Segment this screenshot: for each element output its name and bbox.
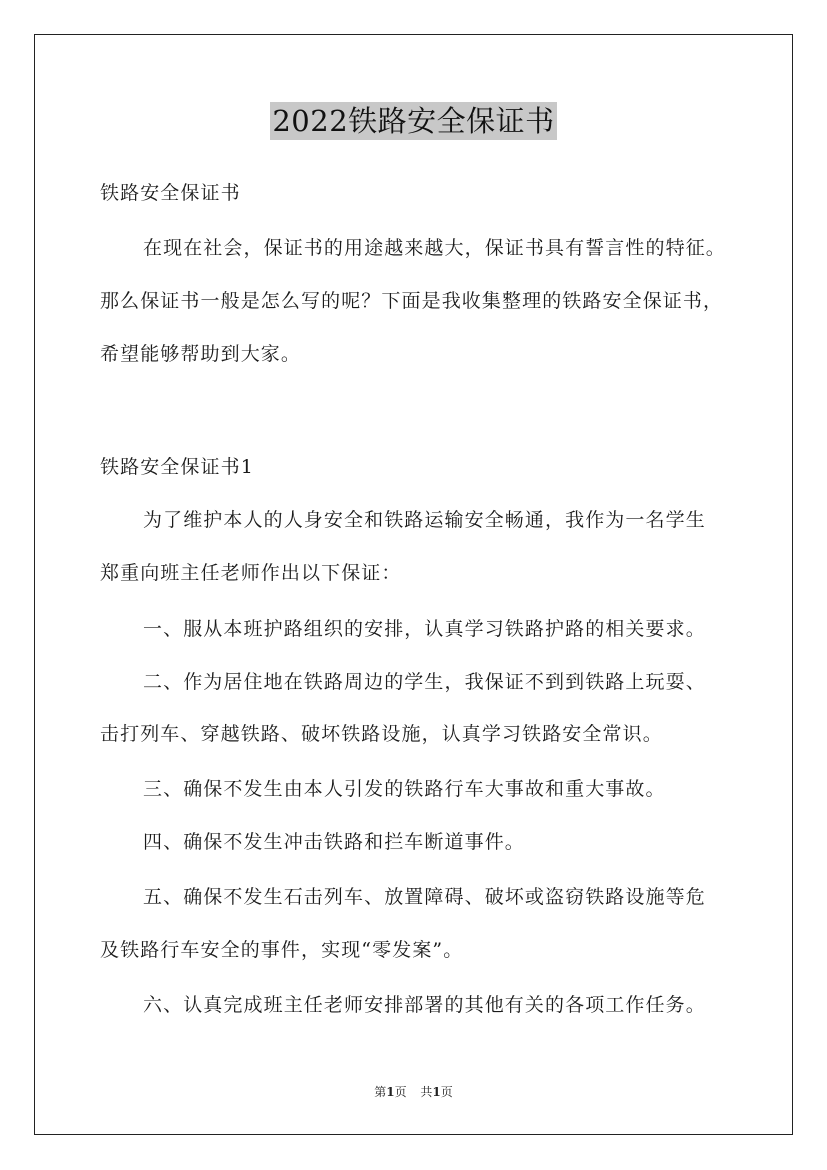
total-suffix: 页	[440, 1085, 453, 1099]
body-line-2: 郑重向班主任老师作出以下保证：	[100, 562, 402, 584]
body-line-7: 四、确保不发生冲击铁路和拦车断道事件。	[143, 831, 525, 853]
page-footer	[0, 1084, 827, 1100]
section-heading: 铁路安全保证书1	[100, 456, 254, 478]
total-prefix: 共	[420, 1085, 433, 1099]
intro-line-3: 希望能够帮助到大家。	[100, 343, 302, 365]
body-line-8: 五、确保不发生石击列车、放置障碍、破坏或盗窃铁路设施等危	[143, 886, 706, 908]
total-indicator	[420, 1085, 452, 1099]
document-subtitle: 铁路安全保证书	[100, 182, 241, 204]
body-line-5: 击打列车、穿越铁路、破坏铁路设施，认真学习铁路安全常识。	[100, 723, 663, 745]
document-title: 2022铁路安全保证书	[272, 104, 555, 138]
page-number: 1	[386, 1085, 395, 1099]
total-number: 1	[432, 1085, 441, 1099]
body-line-4: 二、作为居住地在铁路周边的学生，我保证不到到铁路上玩耍、	[143, 671, 706, 693]
body-line-10: 六、认真完成班主任老师安排部署的其他有关的各项工作任务。	[143, 994, 706, 1016]
body-line-6: 三、确保不发生由本人引发的铁路行车大事故和重大事故。	[143, 778, 666, 800]
page-suffix: 页	[394, 1085, 407, 1099]
intro-line-1: 在现在社会，保证书的用途越来越大，保证书具有誓言性的特征。	[143, 237, 726, 259]
page-prefix: 第	[374, 1085, 387, 1099]
title-container	[0, 102, 827, 140]
intro-line-2: 那么保证书一般是怎么写的呢？下面是我收集整理的铁路安全保证书，	[100, 290, 724, 312]
page-indicator	[374, 1085, 406, 1099]
body-line-9: 及铁路行车安全的事件，实现“零发案”。	[100, 939, 464, 961]
body-line-1: 为了维护本人的人身安全和铁路运输安全畅通，我作为一名学生	[143, 509, 706, 531]
body-line-3: 一、服从本班护路组织的安排，认真学习铁路护路的相关要求。	[143, 618, 706, 640]
